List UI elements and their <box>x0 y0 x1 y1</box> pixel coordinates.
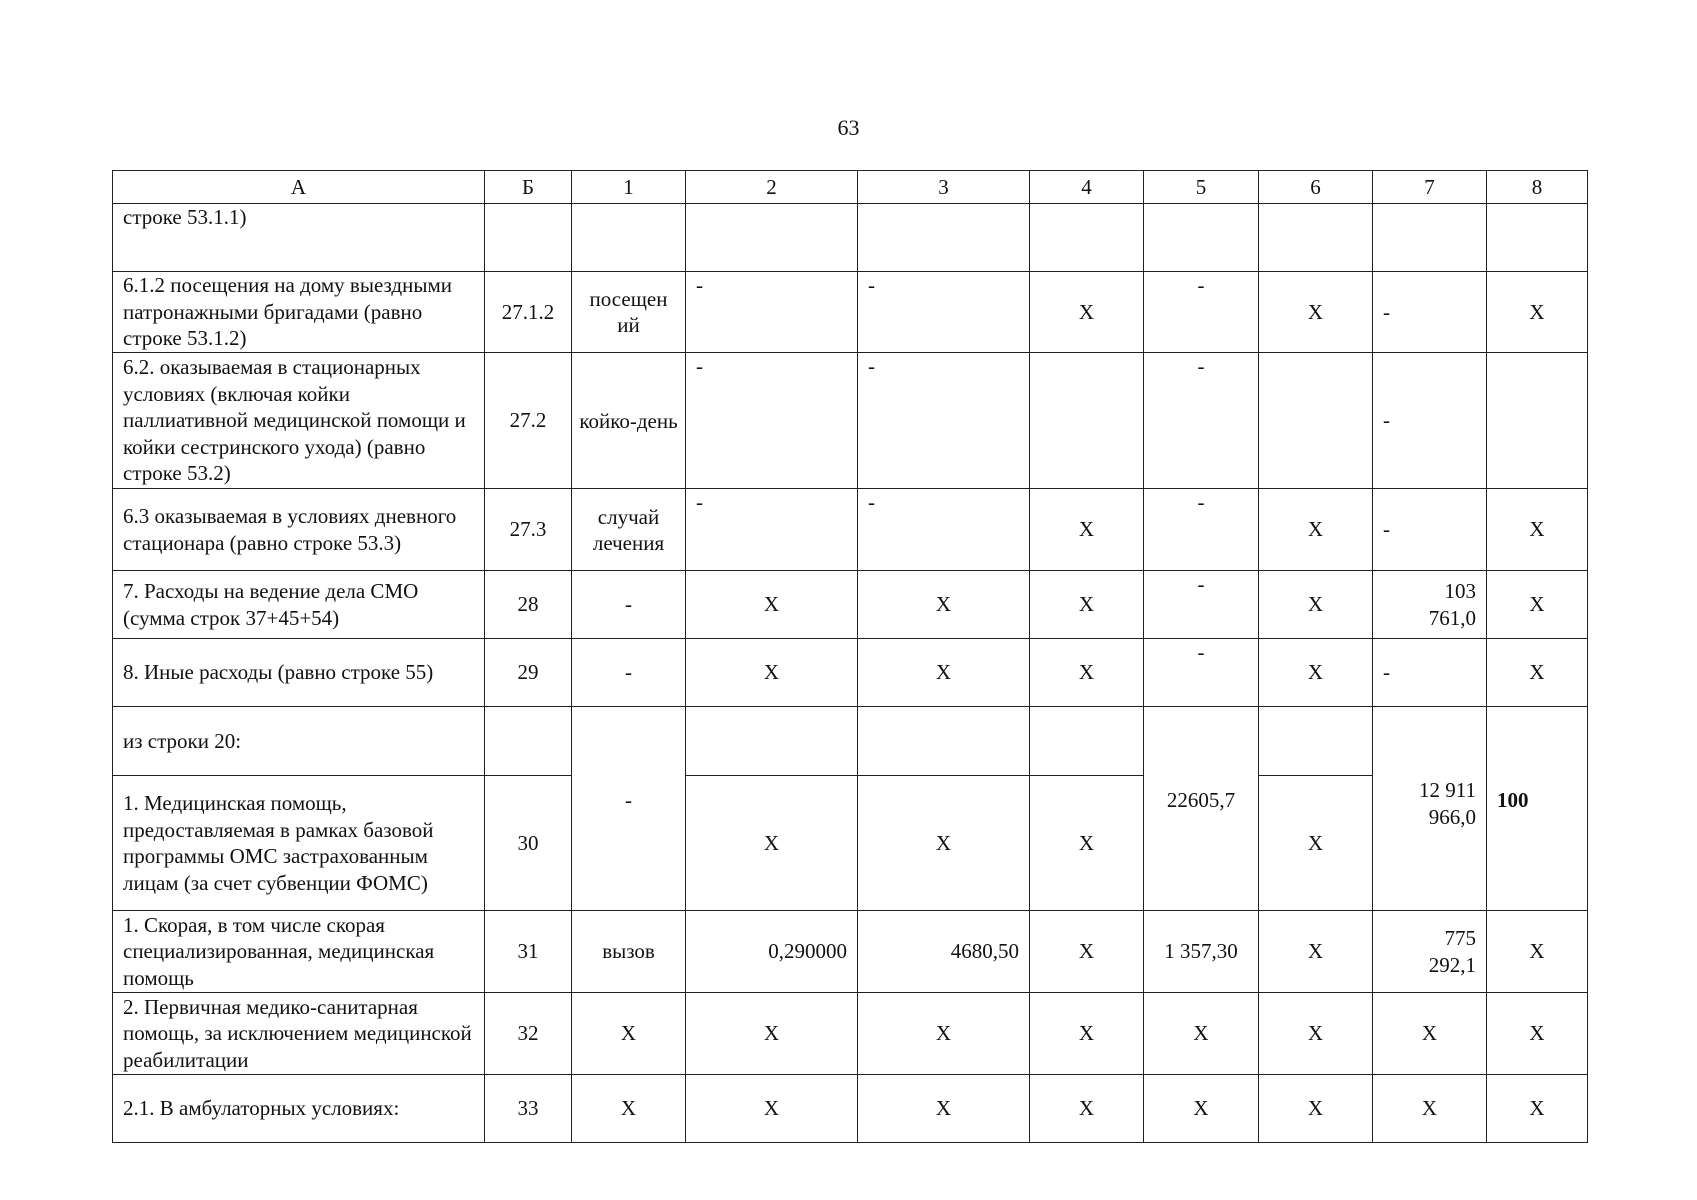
row-code: 27.1.2 <box>485 272 572 353</box>
table-cell <box>1373 204 1487 272</box>
table-cell: X <box>1259 272 1373 353</box>
table-cell: X <box>858 1075 1030 1143</box>
table-cell: 0,290000 <box>686 911 858 993</box>
table-cell: X <box>686 1075 858 1143</box>
table-cell: X <box>1259 1075 1373 1143</box>
table-cell: X <box>1030 993 1144 1075</box>
table-cell: X <box>1487 639 1588 707</box>
table-cell: - <box>1373 639 1487 707</box>
row-name: 7. Расходы на ведение дела СМО (сумма строк 37+45+54) <box>113 571 485 639</box>
table-cell <box>1259 353 1373 489</box>
table-cell <box>1030 204 1144 272</box>
table-cell <box>485 204 572 272</box>
table-cell: X <box>1030 272 1144 353</box>
table-cell: X <box>1030 571 1144 639</box>
table-cell: X <box>1487 272 1588 353</box>
table-cell <box>858 204 1030 272</box>
row-name: 2.1. В амбулаторных условиях: <box>113 1075 485 1143</box>
table-cell: 100 <box>1487 707 1588 911</box>
header-cell: 4 <box>1030 171 1144 204</box>
header-cell: А <box>113 171 485 204</box>
row-name: 6.1.2 посещения на дому выездными патронажными бригадами (равно строке 53.1.2) <box>113 272 485 353</box>
table-cell: 12 911 966,0 <box>1373 707 1487 911</box>
page-number: 63 <box>837 115 860 140</box>
header-cell: 1 <box>572 171 686 204</box>
table-cell: X <box>858 639 1030 707</box>
table-cell: - <box>572 639 686 707</box>
data-table <box>112 170 1588 1143</box>
table-cell: 775 292,1 <box>1373 911 1487 993</box>
table-cell: - <box>1144 489 1259 571</box>
table-cell: X <box>858 776 1030 911</box>
table-cell: X <box>858 993 1030 1075</box>
table-cell <box>1030 353 1144 489</box>
table-row <box>113 993 1588 1075</box>
table-row <box>113 911 1588 993</box>
table-row <box>113 272 1588 353</box>
row-name: строке 53.1.1) <box>113 204 485 272</box>
table-cell <box>858 707 1030 776</box>
table-cell: X <box>572 1075 686 1143</box>
table-cell: 22605,7 <box>1144 707 1259 911</box>
header-cell: 7 <box>1373 171 1487 204</box>
row-code: 31 <box>485 911 572 993</box>
table-cell: X <box>1030 639 1144 707</box>
header-cell: 5 <box>1144 171 1259 204</box>
table-cell: X <box>1030 1075 1144 1143</box>
table-cell: X <box>1144 1075 1259 1143</box>
table-cell: X <box>1487 571 1588 639</box>
unit-cell: вызов <box>572 911 686 993</box>
table-row <box>113 204 1588 272</box>
unit-cell: случай лечения <box>572 489 686 571</box>
table-cell <box>572 204 686 272</box>
table-cell: X <box>1030 776 1144 911</box>
header-cell: Б <box>485 171 572 204</box>
table-row <box>113 571 1588 639</box>
table-cell: X <box>1487 993 1588 1075</box>
table-cell: - <box>858 272 1030 353</box>
table-cell <box>1487 204 1588 272</box>
table-row <box>113 707 1588 776</box>
table-cell: 1 357,30 <box>1144 911 1259 993</box>
table-cell: X <box>1259 639 1373 707</box>
table-cell <box>1030 707 1144 776</box>
table-cell: X <box>686 571 858 639</box>
table-cell: X <box>1259 571 1373 639</box>
table-cell: - <box>1373 353 1487 489</box>
table-cell: - <box>686 353 858 489</box>
row-code: 27.2 <box>485 353 572 489</box>
table-cell: X <box>1259 489 1373 571</box>
row-name: 1. Скорая, в том числе скорая специализированная, медицинская помощь <box>113 911 485 993</box>
table-cell: - <box>1373 489 1487 571</box>
table-cell: - <box>1373 272 1487 353</box>
table-cell: - <box>572 707 686 911</box>
table-cell <box>686 204 858 272</box>
table-cell <box>686 707 858 776</box>
table-cell: - <box>686 489 858 571</box>
header-row <box>113 171 1588 204</box>
table-cell: X <box>1259 776 1373 911</box>
table-cell: X <box>686 776 858 911</box>
table-cell: 4680,50 <box>858 911 1030 993</box>
table-cell: X <box>1259 911 1373 993</box>
table-cell: X <box>1487 1075 1588 1143</box>
row-code: 28 <box>485 571 572 639</box>
table-cell: - <box>858 489 1030 571</box>
unit-cell: койко-день <box>572 353 686 489</box>
table-cell: X <box>686 993 858 1075</box>
row-name: 2. Первичная медико-санитарная помощь, за исключением медицинской реабилитации <box>113 993 485 1075</box>
row-name: 6.2. оказываемая в стационарных условиях (включая койки паллиативной медицинской помощи и койки сестринского ухода) (равно строке 53.2) <box>113 353 485 489</box>
table-cell: X <box>1030 911 1144 993</box>
row-name: 1. Медицинская помощь, предоставляемая в рамках базовой программы ОМС застрахованным лицам (за счет субвенции ФОМС) <box>113 776 485 911</box>
row-name: 8. Иные расходы (равно строке 55) <box>113 639 485 707</box>
header-cell: 8 <box>1487 171 1588 204</box>
row-code: 27.3 <box>485 489 572 571</box>
table-cell: - <box>858 353 1030 489</box>
table-row <box>113 1075 1588 1143</box>
row-name: 6.3 оказываемая в условиях дневного стационара (равно строке 53.3) <box>113 489 485 571</box>
table-cell: - <box>572 571 686 639</box>
table-cell: X <box>1373 993 1487 1075</box>
table-cell: - <box>1144 353 1259 489</box>
table-row <box>113 489 1588 571</box>
table-cell <box>1144 204 1259 272</box>
unit-cell: посещен ий <box>572 272 686 353</box>
table-cell: - <box>1144 639 1259 707</box>
table-cell <box>1487 353 1588 489</box>
table-cell: X <box>1030 489 1144 571</box>
table-cell <box>1259 204 1373 272</box>
table-row <box>113 353 1588 489</box>
table-cell <box>485 707 572 776</box>
table-cell: - <box>686 272 858 353</box>
table-cell: X <box>1144 993 1259 1075</box>
row-code: 30 <box>485 776 572 911</box>
table-cell: - <box>1144 571 1259 639</box>
table-cell <box>1259 707 1373 776</box>
header-cell: 6 <box>1259 171 1373 204</box>
table-row <box>113 639 1588 707</box>
row-code: 32 <box>485 993 572 1075</box>
table-cell: X <box>858 571 1030 639</box>
table-cell: X <box>572 993 686 1075</box>
table-cell: X <box>1259 993 1373 1075</box>
header-cell: 3 <box>858 171 1030 204</box>
table-cell: - <box>1144 272 1259 353</box>
table-cell: 103 761,0 <box>1373 571 1487 639</box>
row-code: 33 <box>485 1075 572 1143</box>
row-name: из строки 20: <box>113 707 485 776</box>
table-row <box>113 776 1588 911</box>
table-cell: X <box>1487 911 1588 993</box>
table-cell: X <box>1487 489 1588 571</box>
table-cell: X <box>1373 1075 1487 1143</box>
header-cell: 2 <box>686 171 858 204</box>
table-cell: X <box>686 639 858 707</box>
row-code: 29 <box>485 639 572 707</box>
